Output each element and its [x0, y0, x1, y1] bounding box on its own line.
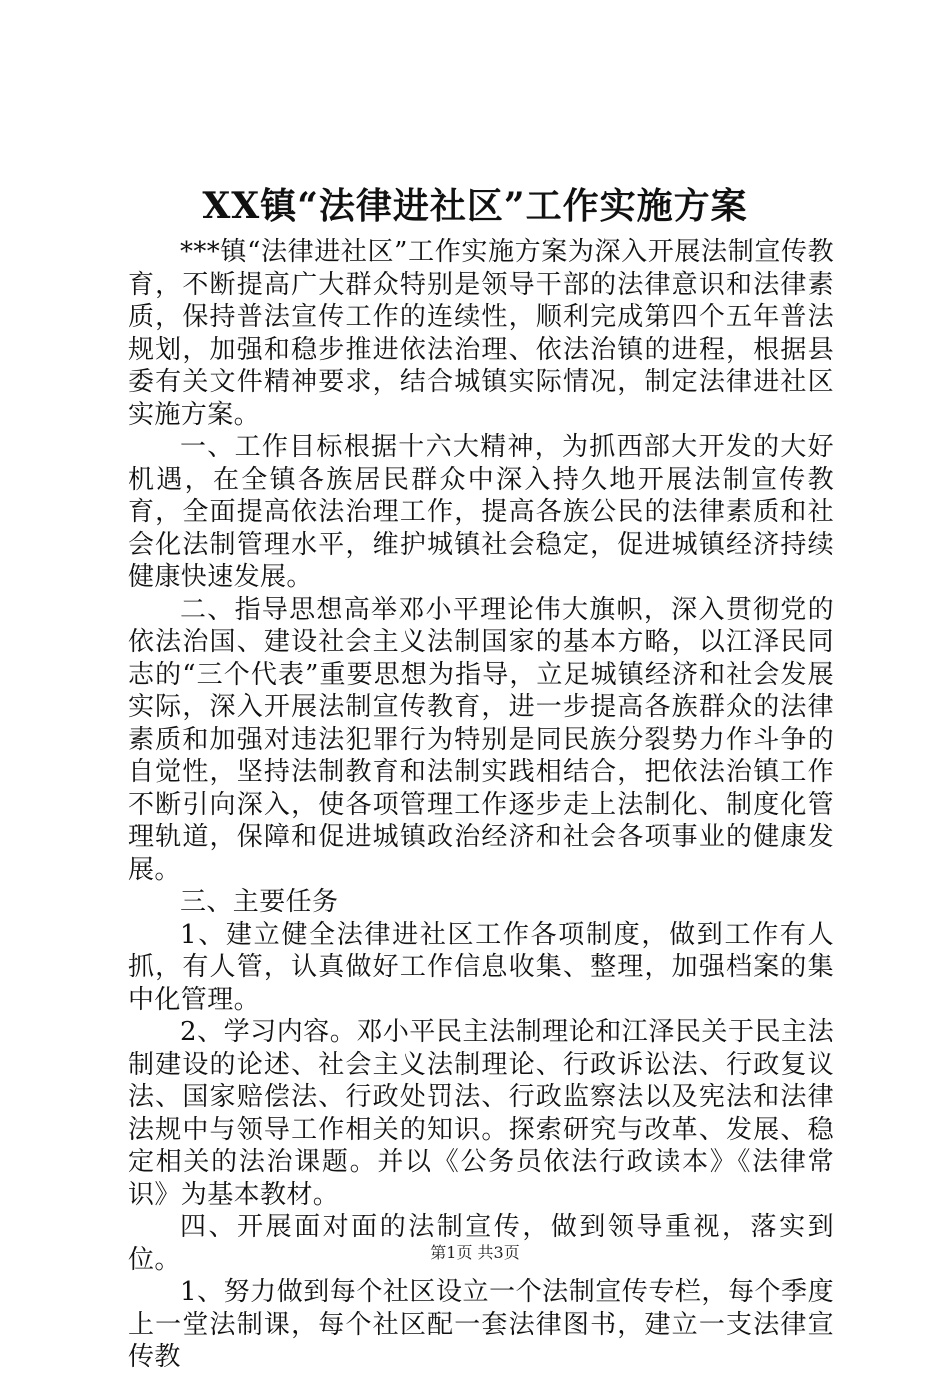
document-title: XX镇“法律进社区”工作实施方案	[202, 185, 748, 227]
paragraph-intro: ***镇“法律进社区”工作实施方案为深入开展法制宣传教育，不断提高广大群众特别是领导干部的法律意识和法律素质，保持普法宣传工作的连续性，顺利完成第四个五年普法规划，加强和稳步推进依法治理、依法治镇的进程，根据县委有关文件精神要求，结合城镇实际情况，制定法律进社区实施方案。	[128, 237, 834, 430]
paragraph-section-four: 四、开展面对面的法制宣传，做到领导重视，落实到位。	[128, 1212, 834, 1275]
paragraph-work-goal: 一、工作目标根据十六大精神，为抓西部大开发的大好机遇，在全镇各族居民群众中深入持久地开展法制宣传教育，全面提高依法治理工作，提高各族公民的法律素质和社会化法制管理水平，维护城镇社会稳定，促进城镇经济持续健康快速发展。	[128, 432, 834, 592]
section-heading-main-tasks: 三、主要任务	[180, 887, 339, 917]
paragraph-task-1: 1、建立健全法律进社区工作各项制度，做到工作有人抓，有人管，认真做好工作信息收集、整理，加强档案的集中化管理。	[128, 919, 834, 1015]
paragraph-task-2: 2、学习内容。邓小平民主法制理论和江泽民关于民主法制建设的论述、社会主义法制理论、行政诉讼法、行政复议法、国家赔偿法、行政处罚法、行政监察法以及宪法和法律法规中与领导工作相关的知识。探索研究与改革、发展、稳定相关的法治课题。并以《公务员依法行政读本》《法律常识》为基本教材。	[128, 1017, 834, 1210]
paragraph-guiding-thought: 二、指导思想高举邓小平理论伟大旗帜，深入贯彻党的依法治国、建设社会主义法制国家的基本方略，以江泽民同志的“三个代表”重要思想为指导，立足城镇经济和社会发展实际，深入开展法制宣传教育，进一步提高各族群众的法律素质和加强对违法犯罪行为特别是同民族分裂势力作斗争的自觉性，坚持法制教育和法制实践相结合，把依法治镇工作不断引向深入，使各项管理工作逐步走上法制化、制度化管理轨道，保障和促进城镇政治经济和社会各项事业的健康发展。	[128, 594, 834, 885]
paragraph-section-four-item-1: 1、努力做到每个社区设立一个法制宣传专栏，每个季度上一堂法制课，每个社区配一套法律图书，建立一支法律宣传教	[128, 1277, 834, 1372]
document-body	[128, 236, 834, 1374]
page-number-footer: 第1页 共3页	[430, 1243, 520, 1262]
